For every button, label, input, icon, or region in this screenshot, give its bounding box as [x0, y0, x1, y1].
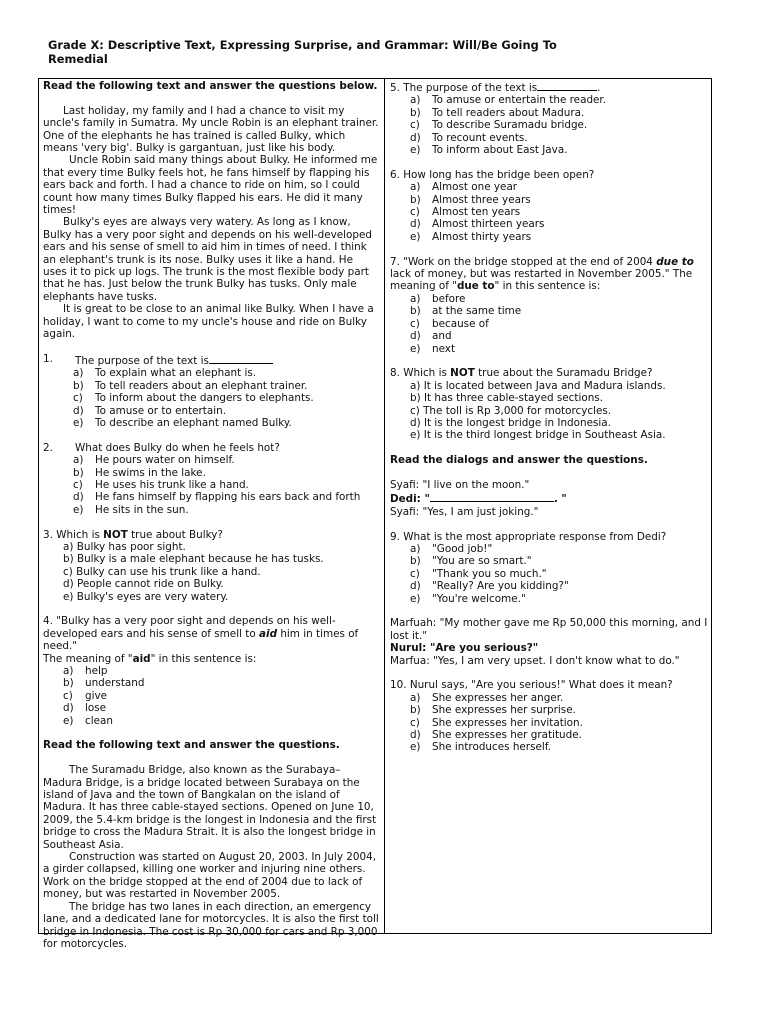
question-text: 10. Nurul says, "Are you serious!" What does it mean?: [390, 679, 673, 692]
option-label: a): [410, 181, 421, 194]
dialog-line: Syafi: "I live on the moon.": [390, 478, 530, 491]
option-label: a): [410, 542, 421, 555]
text1-paragraph-1: Last holiday, my family and I had a chance to visit my uncle's family in Sumatra. My uncle Robin is an elephant trainer. One of the elephants he has trained is called Bulky, which means 'very big'. Bulky is gargantuan, just like his body.: [43, 104, 379, 155]
option-label: c): [63, 689, 73, 702]
question-text: 7. "Work on the bridge stopped at the end of 2004 due to lack of money, but was restarted in November 2005." The meaning of "due to" in this sentence is:: [390, 255, 694, 293]
option-text: To tell readers about Madura.: [432, 106, 585, 119]
option-label: d): [63, 702, 74, 715]
text1-paragraph-2: Uncle Robin said many things about Bulky. He informed me that every time Bulky feels hot, he fans himself by flapping his ears back and forth. I had a chance to ride on him, so I could count how many times Bulky flapped his ears. He did it many times!: [43, 154, 378, 217]
option-text: understand: [85, 677, 145, 690]
question-3: [43, 529, 379, 603]
option-text: help: [85, 665, 108, 678]
question-5: [390, 80, 708, 156]
option-text: Almost three years: [432, 193, 531, 206]
option-text: give: [85, 689, 108, 702]
option: a) It is located between Java and Madura islands.: [410, 379, 666, 392]
option-text: "Good job!": [432, 542, 493, 555]
question-text: The purpose of the text is: [75, 353, 273, 367]
option-text: before: [432, 292, 466, 305]
option-text: "You're welcome.": [432, 592, 526, 605]
option-text: To tell readers about an elephant trainer.: [95, 379, 308, 392]
option-text: "Really? Are you kidding?": [432, 580, 569, 593]
option-label: e): [73, 503, 84, 516]
option-label: b): [410, 305, 421, 318]
option-label: d): [73, 491, 84, 504]
option-label: b): [73, 379, 84, 392]
option-text: He fans himself by flapping his ears back and forth: [95, 491, 361, 504]
option-text: "You are so smart.": [432, 555, 532, 568]
option-label: b): [410, 193, 421, 206]
option-text: She expresses her anger.: [432, 691, 564, 704]
option-label: a): [410, 292, 421, 305]
option-text: She introduces herself.: [432, 741, 551, 754]
question-2: [43, 442, 379, 516]
text2-paragraph-3: The bridge has two lanes in each direction, an emergency lane, and a dedicated lane for motorcycles. It is also the first toll bridge in Indonesia. The cost is Rp 30,000 for cars and Rp 3,000 for motorcycles.: [43, 900, 379, 950]
text1-paragraph-4: It is great to be close to an animal like Bulky. When I have a holiday, I want to come to my uncle's house and ride on Bulky again.: [43, 303, 374, 341]
option-label: d): [410, 580, 421, 593]
option-text: She expresses her gratitude.: [432, 729, 582, 741]
right-column: [390, 80, 708, 754]
document-title: [48, 38, 557, 66]
option-text: He swims in the lake.: [95, 466, 206, 479]
option-text: He pours water on himself.: [95, 454, 235, 467]
text2-paragraph-1: The Suramadu Bridge, also known as the Surabaya–Madura Bridge, is a bridge located between Surabaya on the island of Java and the town of Bangkalan on the island of Madura. It has three cable-stayed sections. Opened on June 10, 2009, the 5.4-km bridge is the longest in Indonesia and the first bridge to cross the Madura Strait. It is also the longest bridge in Southeast Asia.: [43, 764, 377, 851]
option-text: clean: [85, 714, 113, 727]
option-label: b): [410, 555, 421, 568]
left-column: [43, 80, 379, 950]
option-text: To recount events.: [432, 131, 528, 144]
question-text: 4. "Bulky has a very poor sight and depends on his well-developed ears and his sense of smell to aid him in times of need.": [43, 615, 359, 653]
option-label: b): [63, 677, 74, 690]
option-text: and: [432, 330, 452, 343]
instruction-1: Read the following text and answer the questions below.: [43, 80, 378, 92]
option-label: a): [410, 94, 421, 107]
dialog-line: Marfuah: "My mother gave me Rp 50,000 this morning, and I lost it.": [390, 617, 708, 642]
option-text: He sits in the sun.: [95, 503, 189, 516]
question-7: [390, 256, 708, 355]
option-label: e): [410, 230, 421, 243]
dialog-line: Marfua: "Yes, I am very upset. I don't know what to do.": [390, 654, 680, 667]
question-meaning: The meaning of "aid" in this sentence is:: [43, 652, 257, 665]
option: e) Bulky's eyes are very watery.: [63, 590, 229, 603]
option-text: To explain what an elephant is.: [95, 367, 257, 380]
question-text: 8. Which is NOT true about the Suramadu Bridge?: [390, 367, 653, 380]
question-8: [390, 367, 708, 441]
option-label: c): [73, 478, 83, 491]
option-label: c): [410, 567, 420, 580]
option-label: d): [410, 330, 421, 343]
option-text: Almost ten years: [432, 206, 521, 219]
option-text: Almost thirty years: [432, 230, 532, 243]
question-10: [390, 679, 708, 753]
option-label: d): [410, 729, 421, 741]
column-divider: [384, 79, 385, 933]
option-text: "Thank you so much.": [432, 567, 547, 580]
question-text: 5. The purpose of the text is .: [390, 82, 601, 94]
dialog-line: Nurul: "Are you serious?": [390, 642, 539, 655]
option: b) It has three cable-stayed sections.: [410, 392, 603, 405]
option-label: d): [73, 404, 84, 417]
question-text: 9. What is the most appropriate response from Dedi?: [390, 530, 667, 543]
option-text: because of: [432, 317, 489, 330]
dialog-1: [390, 479, 708, 518]
option-label: c): [410, 206, 420, 219]
option-label: c): [410, 317, 420, 330]
option-label: c): [73, 392, 83, 405]
option-label: c): [410, 119, 420, 132]
option-label: d): [410, 131, 421, 144]
option-text: To amuse or to entertain.: [95, 404, 227, 417]
text1-paragraph-3: Bulky's eyes are always very watery. As long as I know, Bulky has a very poor sight and depends on his well-developed ears and his sense of smell to aid him in times of need. I think an elephant's trunk is its nose. Bulky uses it like a hand. He uses it to pick up logs. The trunk is the most flexible body part that he has. Just below the trunk Bulky has tusks. Only male elephants have tusks.: [43, 216, 372, 303]
instruction-3: Read the dialogs and answer the questions.: [390, 454, 648, 467]
dialog-2: [390, 617, 708, 667]
option-text: lose: [85, 702, 107, 715]
option-label: a): [73, 454, 84, 467]
instruction-2: Read the following text and answer the questions.: [43, 739, 340, 752]
option-label: c): [410, 716, 420, 729]
option: c) Bulky can use his trunk like a hand.: [63, 565, 261, 578]
option-label: e): [73, 416, 84, 429]
option-label: b): [410, 704, 421, 717]
option: c) The toll is Rp 3,000 for motorcycles.: [410, 404, 612, 417]
question-number: 1.: [43, 352, 53, 365]
option-label: a): [63, 665, 74, 678]
text2-paragraph-2: Construction was started on August 20, 2003. In July 2004, a girder collapsed, killing one worker and injuring nine others. Work on the bridge stopped at the end of 2004 due to lack of money, but was restarted in November 2005.: [43, 851, 377, 901]
option-text: To inform about East Java.: [432, 144, 568, 157]
option-text: at the same time: [432, 305, 522, 318]
option-text: To inform about the dangers to elephants.: [95, 392, 314, 405]
question-1: [43, 353, 379, 429]
option-text: He uses his trunk like a hand.: [95, 478, 249, 491]
option-text: next: [432, 342, 456, 355]
question-4: [43, 615, 379, 727]
option-text: To describe Suramadu bridge.: [432, 119, 588, 132]
question-6: [390, 169, 708, 243]
option: d) People cannot ride on Bulky.: [63, 578, 224, 591]
worksheet-table: [38, 78, 712, 950]
title-line-1: Grade X: Descriptive Text, Expressing Surprise, and Grammar: Will/Be Going To: [48, 38, 557, 52]
option-text: She expresses her surprise.: [432, 704, 576, 717]
option-label: e): [410, 342, 421, 355]
option: e) It is the third longest bridge in Southeast Asia.: [410, 429, 666, 442]
option: d) It is the longest bridge in Indonesia.: [410, 416, 611, 429]
question-number: 2.: [43, 441, 53, 454]
option-label: b): [73, 466, 84, 479]
option-label: d): [410, 218, 421, 231]
question-9: [390, 531, 708, 605]
option: b) Bulky is a male elephant because he has tusks.: [63, 553, 324, 566]
option-label: b): [410, 106, 421, 119]
option-text: Almost one year: [432, 181, 518, 194]
option-text: She expresses her invitation.: [432, 716, 583, 729]
question-text: What does Bulky do when he feels hot?: [75, 441, 280, 454]
dialog-line: Syafi: "Yes, I am just joking.": [390, 505, 539, 518]
question-text: 3. Which is NOT true about Bulky?: [43, 528, 223, 541]
option-text: Almost thirteen years: [432, 218, 545, 231]
option-text: To describe an elephant named Bulky.: [95, 416, 292, 429]
option-label: e): [410, 144, 421, 157]
title-line-2: Remedial: [48, 52, 108, 66]
option-label: a): [410, 691, 421, 704]
question-text: 6. How long has the bridge been open?: [390, 168, 595, 181]
option-label: e): [63, 714, 74, 727]
option-label: e): [410, 592, 421, 605]
option-text: To amuse or entertain the reader.: [432, 94, 607, 107]
option-label: a): [73, 367, 84, 380]
option: a) Bulky has poor sight.: [63, 540, 186, 553]
option-label: e): [410, 741, 421, 754]
dialog-line-blank: Dedi: " . ": [390, 493, 567, 506]
